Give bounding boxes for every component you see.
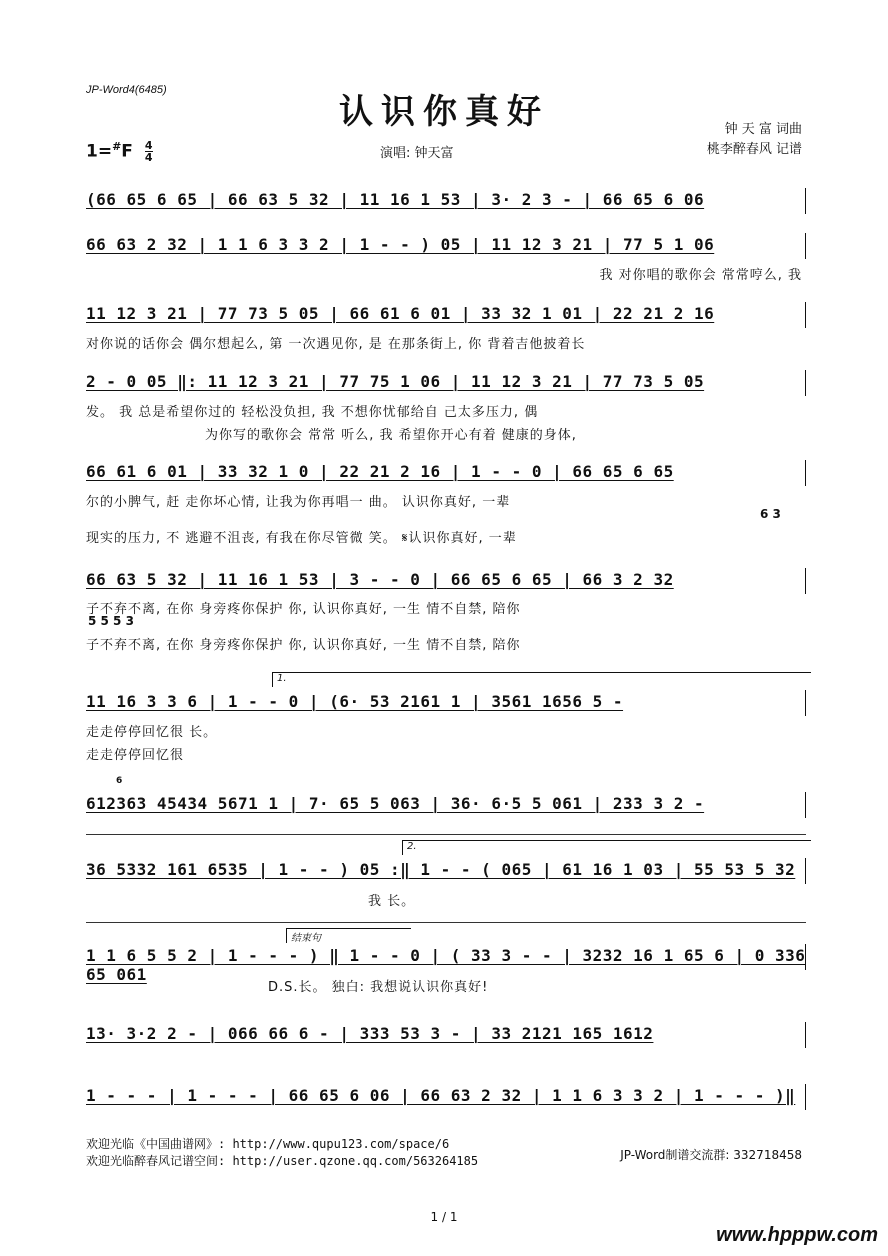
notes: 66 61 6 01 | 33 32 1 0 | 22 21 2 16 | 1 - - 0 | 66 65 6 65 xyxy=(86,462,674,481)
lyric-line: 走走停停回忆很 xyxy=(86,748,185,763)
harmony-notes: 5 5 5 3 xyxy=(88,614,134,628)
key-note: F xyxy=(121,141,133,162)
barline xyxy=(805,302,806,328)
barline xyxy=(805,690,806,716)
time-denominator: 4 xyxy=(144,151,153,165)
barline xyxy=(805,233,806,259)
song-title: 认识你真好 xyxy=(339,92,549,132)
barline xyxy=(805,460,806,486)
notation-row xyxy=(86,372,806,396)
barline xyxy=(805,1084,806,1110)
volta-2: 2. xyxy=(402,840,811,855)
page-number: 1 / 1 xyxy=(430,1210,458,1224)
lyric-line: 为你写的歌你会 常常 听么, 我 希望你开心有着 健康的身体, xyxy=(205,428,577,443)
lyric-line: 对你说的话你会 偶尔想起么, 第 一次遇见你, 是 在那条街上, 你 背着吉他披着长 xyxy=(86,337,586,352)
notes: 11 16 3 3 6 | 1 - - 0 | (6· 53 2161 1 | 3561 1656 5 - xyxy=(86,692,624,711)
divider-line xyxy=(86,834,806,835)
coda-label: 结束句 xyxy=(286,928,411,943)
footer-link-line[interactable]: 欢迎光临醉春风记谱空间: http://user.qzone.qq.com/563264185 xyxy=(86,1154,479,1168)
time-numerator: 4 xyxy=(144,139,153,153)
notes: 1 1 6 5 5 2 | 1 - - - ) ‖ 1 - - 0 | ( 33 3 - - | 3232 16 1 65 6 | 0 336 65 061 xyxy=(86,946,806,984)
notes: 66 63 2 32 | 1 1 6 3 3 2 | 1 - - ) 05 | 11 12 3 21 | 77 5 1 06 xyxy=(86,235,715,254)
key-label: 1= xyxy=(86,141,113,162)
barline xyxy=(805,858,806,884)
notation-row xyxy=(86,570,806,594)
singer-credit: 演唱: 钟天富 xyxy=(380,146,454,161)
credits xyxy=(707,120,802,160)
barline xyxy=(805,370,806,396)
footer-group: JP-Word制谱交流群: 332718458 xyxy=(620,1148,802,1162)
time-signature xyxy=(145,140,153,163)
barline xyxy=(805,568,806,594)
notes: (66 65 6 65 | 66 63 5 32 | 11 16 1 53 | 3· 2 3 - | 66 65 6 06 xyxy=(86,190,705,209)
notes: 11 12 3 21 | 77 73 5 05 | 66 61 6 01 | 33 32 1 01 | 22 21 2 16 xyxy=(86,304,715,323)
footer-links xyxy=(86,1136,478,1170)
notation-row xyxy=(86,1024,806,1048)
notation-row xyxy=(86,946,806,984)
barline xyxy=(805,188,806,214)
notes: 1 - - - | 1 - - - | 66 65 6 06 | 66 63 2 32 | 1 1 6 3 3 2 | 1 - - - )‖ xyxy=(86,1086,796,1105)
lyric-line: 发。 我 总是希望你过的 轻松没负担, 我 不想你忧郁给自 己太多压力, 偶 xyxy=(86,405,539,420)
notation-row xyxy=(86,304,806,328)
notation-row xyxy=(86,692,806,716)
lyric-line: 子不弃不离, 在你 身旁疼你保护 你, 认识你真好, 一生 情不自禁, 陪你 xyxy=(86,638,521,653)
notation-row xyxy=(86,462,806,486)
lyric-line: 我 对你唱的歌你会 常常哼么, 我 xyxy=(599,268,802,283)
lyric-line: 我 长。 xyxy=(368,894,416,909)
notes: 36 5332 161 6535 | 1 - - ) 05 :‖ 1 - - ( 065 | 61 16 1 03 | 55 53 5 32 xyxy=(86,860,796,879)
lyric-line: 走走停停回忆很 长。 xyxy=(86,725,218,740)
lyric-line: 尔的小脾气, 赶 走你坏心情, 让我为你再唱一 曲。 认识你真好, 一辈 xyxy=(86,495,511,510)
program-tag: JP-Word4(6485) xyxy=(86,84,167,96)
notes: 13· 3·2 2 - | 066 66 6 - | 333 53 3 - | 33 2121 165 1612 xyxy=(86,1024,654,1043)
triplet-mark: 6 xyxy=(116,776,123,786)
volta-1: 1. xyxy=(272,672,811,687)
notes: 2 - 0 05 ‖: 11 12 3 21 | 77 75 1 06 | 11 12 3 21 | 77 73 5 05 xyxy=(86,372,705,391)
barline xyxy=(805,792,806,818)
notation-row xyxy=(86,860,806,884)
sharp-symbol: # xyxy=(112,140,122,153)
barline xyxy=(805,1022,806,1048)
harmony-notes: 6 3 xyxy=(760,507,781,521)
notation-row xyxy=(86,235,806,259)
notes: 612363 45434 5671 1 | 7· 65 5 063 | 36· 6·5 5 061 | 233 3 2 - xyxy=(86,794,705,813)
divider-line xyxy=(86,922,806,923)
lyric-line: 现实的压力, 不 逃避不沮丧, 有我在你尽管微 笑。 𝄋认识你真好, 一辈 xyxy=(86,531,517,546)
site-watermark: www.hpppw.com xyxy=(716,1224,878,1246)
transcriber-credit: 桃李醉春风 记谱 xyxy=(706,142,802,157)
notation-row xyxy=(86,190,806,214)
notation-row xyxy=(86,1086,806,1110)
notation-row xyxy=(86,794,806,818)
footer-link-line[interactable]: 欢迎光临《中国曲谱网》: http://www.qupu123.com/space/6 xyxy=(86,1137,450,1151)
lyric-line: 子不弃不离, 在你 身旁疼你保护 你, 认识你真好, 一生 情不自禁, 陪你 xyxy=(86,602,521,617)
notes: 66 63 5 32 | 11 16 1 53 | 3 - - 0 | 66 65 6 65 | 66 3 2 32 xyxy=(86,570,674,589)
barline xyxy=(805,944,806,970)
composer-credit: 钟 天 富 词曲 xyxy=(724,122,802,137)
lyric-line: D.S.长。 独白: 我想说认识你真好! xyxy=(268,980,489,995)
key-signature xyxy=(86,140,153,163)
